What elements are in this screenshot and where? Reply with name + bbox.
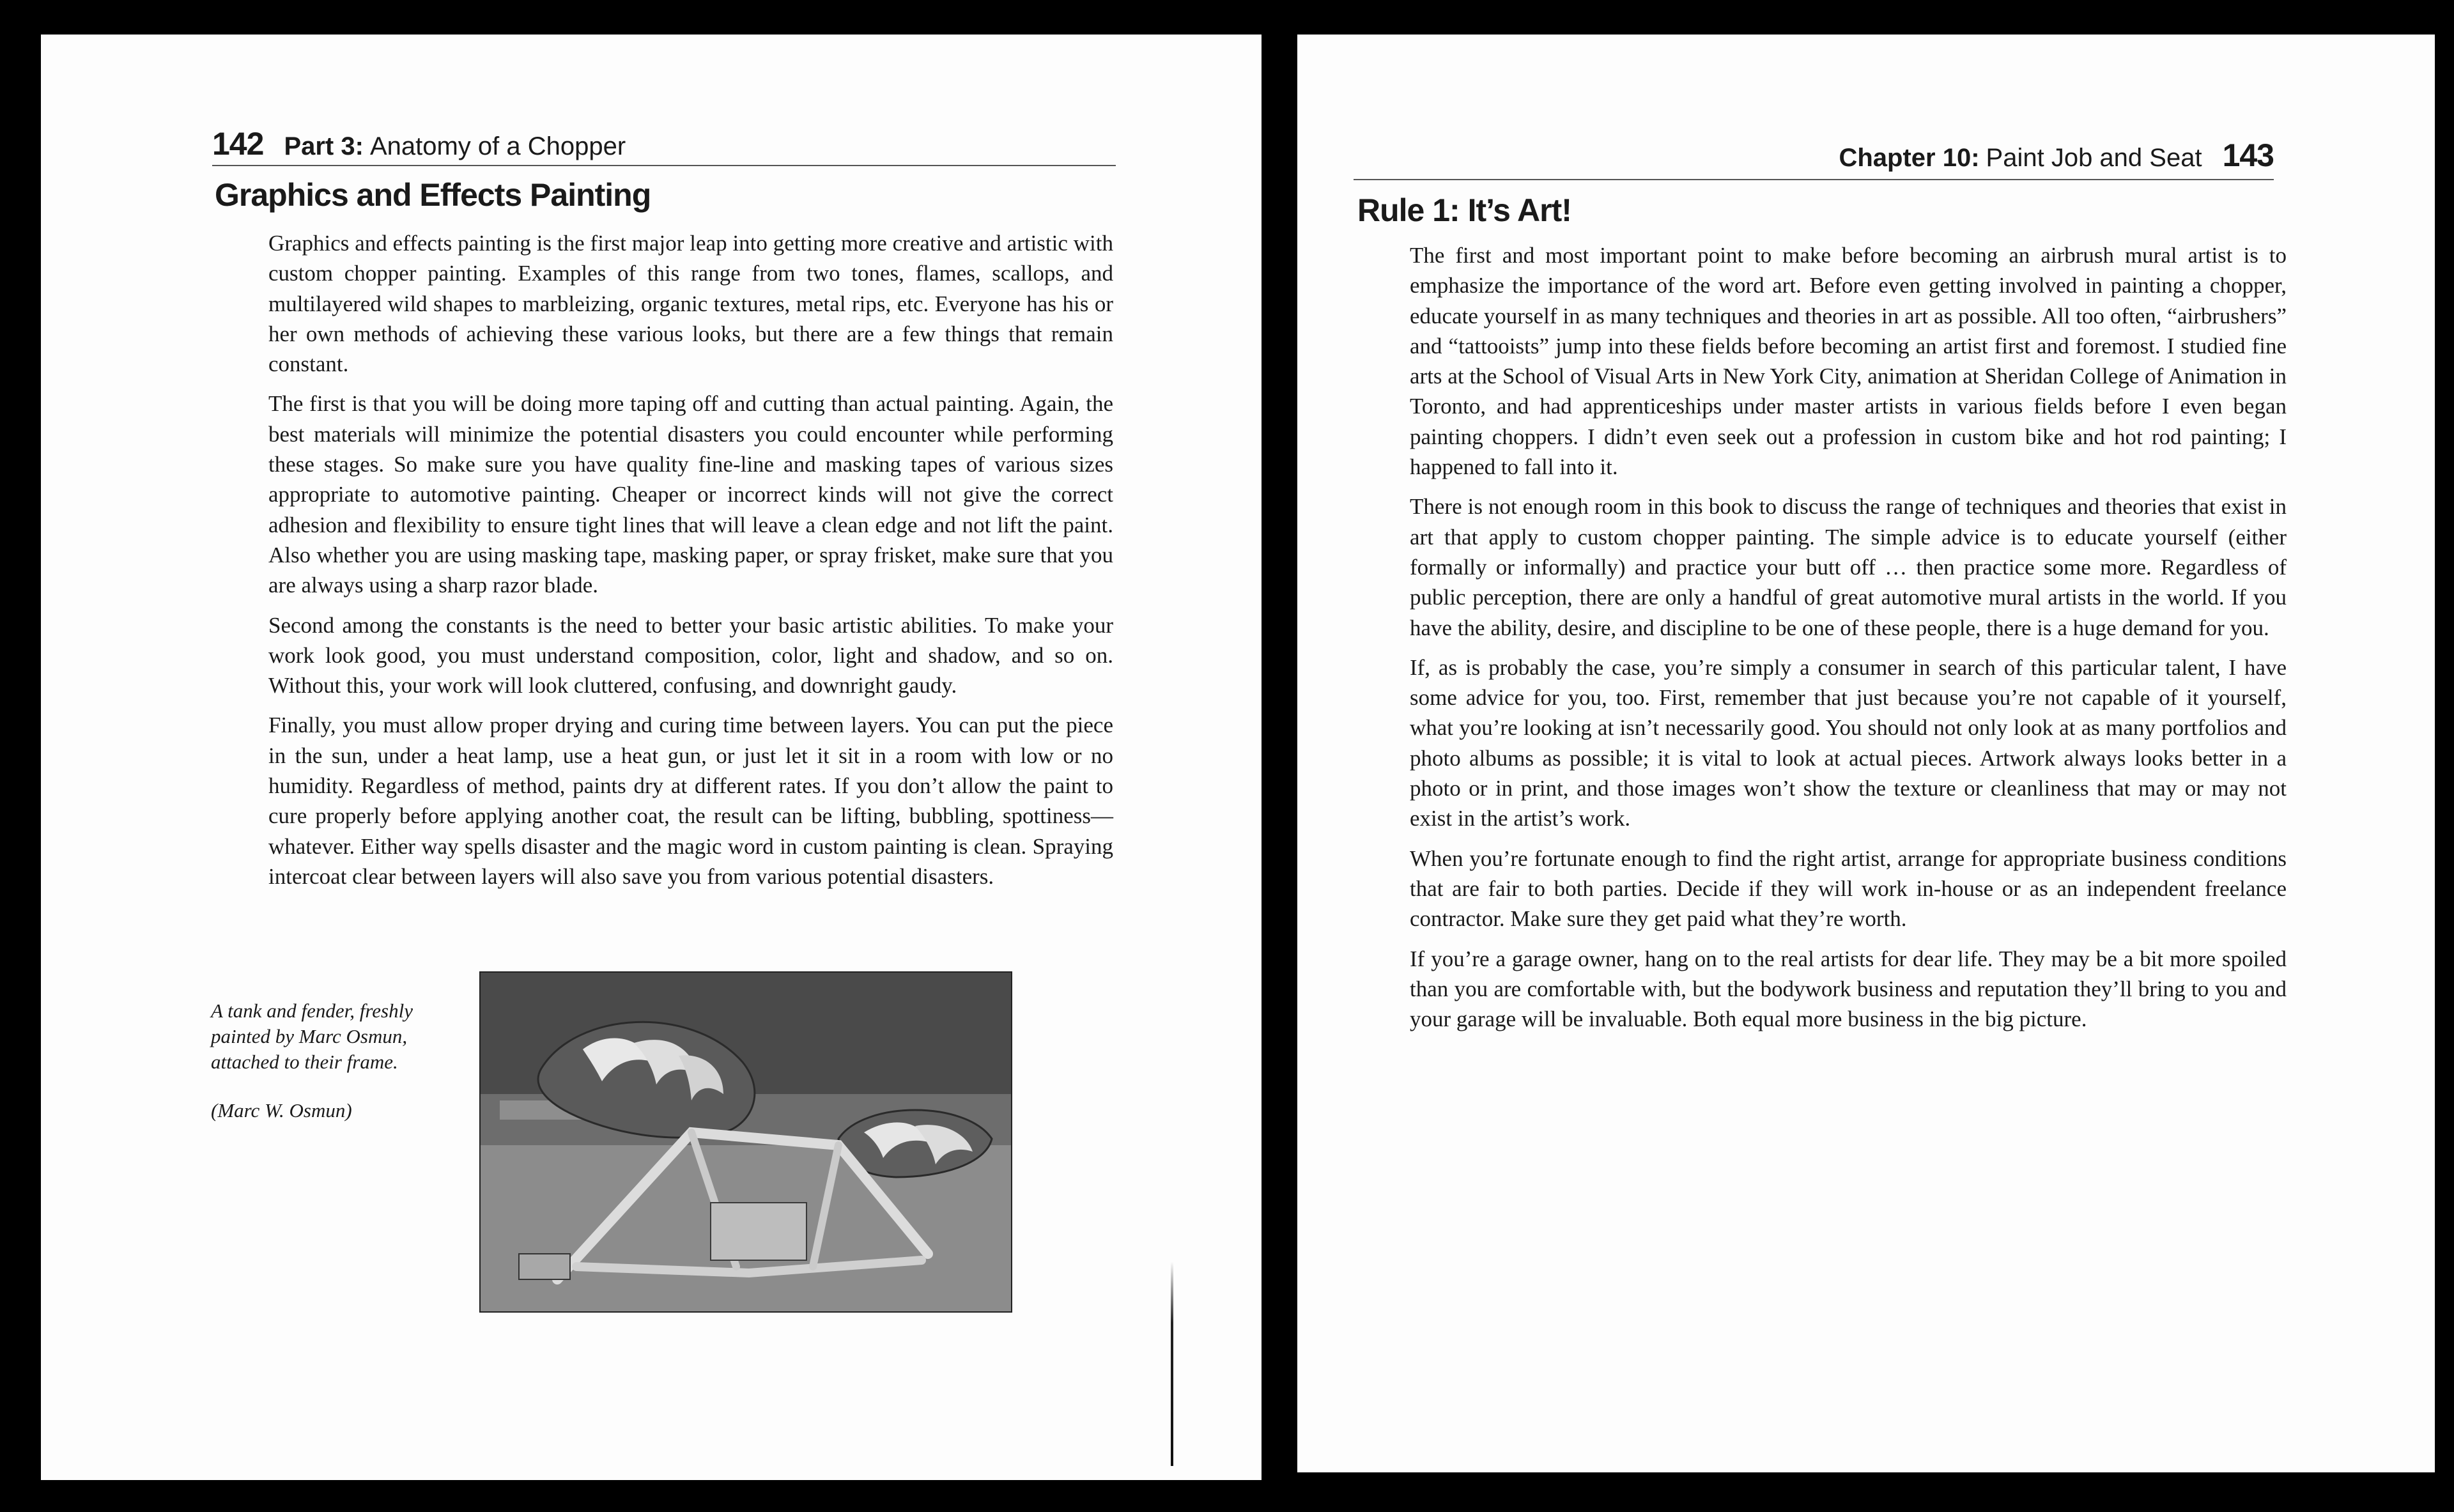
body-text: [1410, 240, 2287, 1044]
section-title: Rule 1: It’s Art!: [1357, 192, 1571, 228]
paragraph: The first is that you will be doing more taping off and cutting than actual painting. Again, the best materials will minimize the potential disasters you could encounter while performing these stages. So make sure you have quality fine-line and masking tapes of various sizes appropriate to automotive painting. Cheaper or incorrect kinds will not give the correct adhesion and flexibility to ensure tight lines that will leave a clean edge and not lift the paint. Also whether you are using masking tape, masking paper, or spray frisket, make sure that you are always using a sharp razor blade.: [268, 391, 1113, 598]
chopper-frame-photo: [479, 971, 1012, 1313]
right-page: [1297, 35, 2435, 1472]
caption-text: A tank and fender, freshly painted by Marc Osmun, attached to their frame.: [211, 999, 413, 1073]
page-header: [212, 97, 1116, 166]
chapter-title: Paint Job and Seat: [1986, 144, 2202, 172]
chapter-label: Chapter 10:: [1839, 144, 1980, 172]
paragraph: There is not enough room in this book to discuss the range of techniques and theories that exist in art that apply to custom chopper painting. The simple advice is to educate yourself (either formally or informally) and practice your butt off … then practice some more. Regardless of public perception, there are only a handful of great automotive mural artists in the world. If you have the ability, desire, and discipline to be one of these people, there is a huge demand for you.: [1410, 494, 2287, 640]
paragraph: The first and most important point to make before becoming an airbrush mural artist is to emphasize the importance of the word art. Before even getting involved in painting a chopper, educate yourself in as many techniques and theories in art as possible. All too often, “airbrushers” and “tattooists” jump into these fields before becoming an artist first and foremost. I studied fine arts at the School of Visual Arts in New York City, animation at Sheridan College of Animation in Toronto, and had apprenticeships under master artists in various fields before I even began painting choppers. I didn’t even seek out a profession in custom bike and hot rod painting; I happened to fall into it.: [1410, 243, 2287, 480]
paragraph: When you’re fortunate enough to find the right artist, arrange for appropriate business conditions that are fair to both parties. Decide if they will work in-house or as an independent freelance contractor. Make sure they get paid what they’re worth.: [1410, 845, 2287, 932]
header-row: [212, 125, 626, 162]
figure-caption: [211, 998, 447, 1123]
photo-illustration: [481, 973, 1011, 1311]
page-number: 143: [2222, 137, 2274, 173]
paragraph: Graphics and effects painting is the first major leap into getting more creative and artistic with custom chopper painting. Examples of this range from two tones, flames, scallops, and multilayered wild shapes to marbleizing, organic textures, metal rips, etc. Everyone has his or her own methods of achieving these various looks, but there are a few things that remain constant.: [268, 231, 1113, 377]
part-label: Part 3:: [284, 132, 364, 160]
page-number: 142: [212, 126, 264, 162]
scan-edge-line: [1171, 1261, 1173, 1466]
photo-credit: (Marc W. Osmun): [211, 1099, 352, 1122]
page-header: [1354, 101, 2274, 180]
header-row: [1839, 137, 2274, 174]
section-title: Graphics and Effects Painting: [215, 177, 651, 213]
left-page: [41, 35, 1262, 1480]
part-title: Anatomy of a Chopper: [369, 132, 626, 160]
paragraph: Finally, you must allow proper drying and curing time between layers. You can put the piece in the sun, under a heat lamp, use a heat gun, or just let it sit in a room with low or no humidity. Regardless of method, paints dry at different rates. If you don’t allow the paint to cure properly before applying another coat, the result can be lifting, bubbling, spottiness—whatever. Either way spells disaster and the magic word in custom painting is clean. Spraying intercoat clear between layers will also save you from various potential disasters.: [268, 713, 1113, 889]
paragraph: Second among the constants is the need to better your basic artistic abilities. To make your work look good, you must understand composition, color, light and shadow, and so on. Without this, your work will look cluttered, confusing, and downright gaudy.: [268, 612, 1113, 698]
paragraph: If, as is probably the case, you’re simply a consumer in search of this particular talent, I have some advice for you, too. First, remember that just because you’re not capable of it yourself, what you’re looking at isn’t necessarily good. You should not only look at as many portfolios and photo albums as possible; it is vital to look at actual pieces. Artwork always looks better in a photo or in print, and those images won’t show the texture or cleanliness that may or may not exist in the artist’s work.: [1410, 654, 2287, 831]
body-text: [268, 228, 1113, 901]
paragraph: If you’re a garage owner, hang on to the real artists for dear life. They may be a bit more spoiled than you are comfortable with, but the bodywork business and reputation they’ll bring to you and your garage will be invaluable. Both equal more business in the big picture.: [1410, 946, 2287, 1032]
